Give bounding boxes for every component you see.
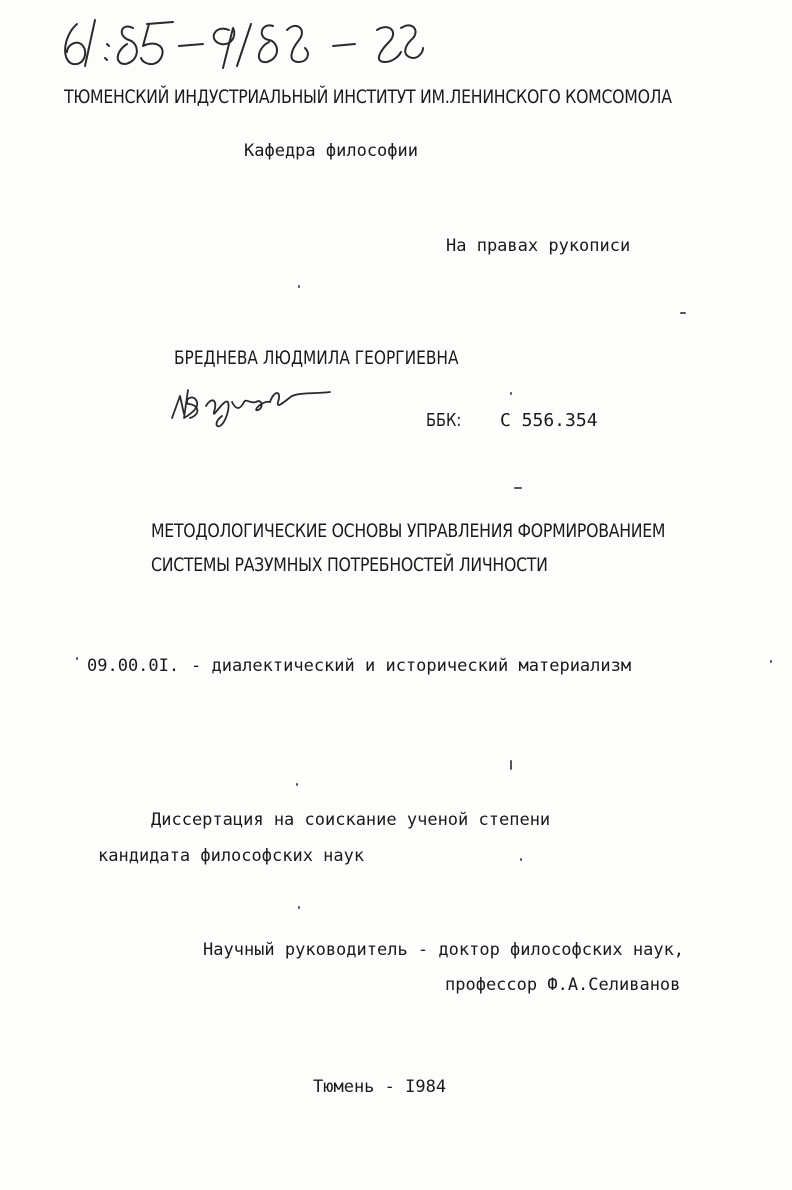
dissertation-degree-line-2: кандидата философских наук [98, 846, 365, 866]
scan-speck [76, 657, 78, 660]
scan-speck [770, 660, 772, 663]
dissertation-title-line-1: МЕТОДОЛОГИЧЕСКИЕ ОСНОВЫ УПРАВЛЕНИЯ ФОРМИРОВАНИЕМ [151, 520, 666, 542]
institute-name: ТЮМЕНСКИЙ ИНДУСТРИАЛЬНЫЙ ИНСТИТУТ ИМ.ЛЕНИНСКОГО КОМСОМОЛА [64, 86, 672, 108]
author-signature [166, 378, 336, 430]
supervisor-line-2: профессор Ф.А.Селиванов [445, 975, 681, 995]
dissertation-degree-line-1: Диссертация на соискание ученой степени [151, 810, 551, 830]
scan-speck [298, 906, 300, 909]
specialty-code: 09.00.0I. [87, 656, 180, 676]
manuscript-rights-note: На правах рукописи [446, 236, 631, 256]
dissertation-title-line-2: СИСТЕМЫ РАЗУМНЫХ ПОТРЕБНОСТЕЙ ЛИЧНОСТИ [151, 554, 548, 576]
scan-speck [680, 312, 686, 314]
scan-speck [514, 487, 522, 489]
scan-speck [510, 760, 512, 770]
bbk-label: ББК: [426, 410, 462, 431]
scan-speck [510, 392, 512, 395]
bbk-code: С 556.354 [500, 410, 598, 431]
scan-speck [296, 783, 298, 786]
city-year: Тюмень - I984 [313, 1077, 447, 1097]
specialty-name: - диалектический и исторический материализм [191, 656, 632, 676]
scan-speck [298, 285, 300, 288]
scan-speck [520, 858, 522, 861]
author-name: БРЕДНЕВА ЛЮДМИЛА ГЕОРГИЕВНА [174, 347, 459, 369]
handwritten-archive-number [55, 6, 425, 76]
supervisor-line-1: Научный руководитель - доктор философских наук, [203, 940, 685, 960]
department-name: Кафедра философии [244, 141, 418, 161]
